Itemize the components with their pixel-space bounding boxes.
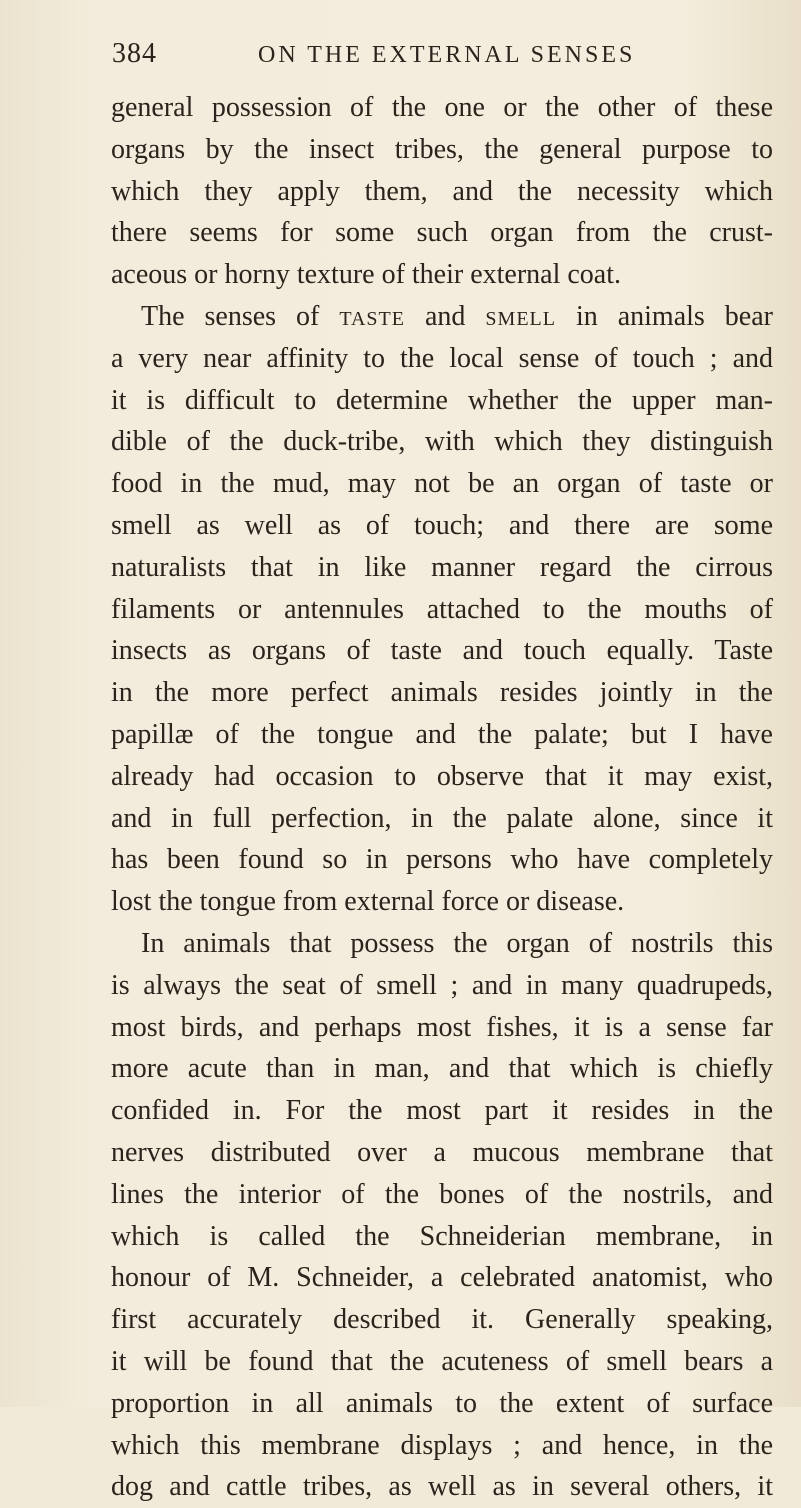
small-caps-term: smell [485,300,556,332]
text-line: proportion in all animals to the extent of surface [111,1387,773,1419]
text-line: most birds, and perhaps most fishes, it is a sense far [111,1011,773,1043]
text-line: aceous or horny texture of their external coat. [111,259,622,291]
text-line: more acute than in man, and that which is chiefly [111,1053,773,1085]
text-line: dible of the duck-tribe, with which they distinguish [111,426,773,458]
text-line: naturalists that in like manner regard the cirrous [111,551,773,583]
text-line: confided in. For the most part it resides in the [111,1095,773,1127]
text-line: insects as organs of taste and touch equally. Taste [111,635,773,667]
text-line: there seems for some such organ from the crust- [111,217,773,249]
text-line: In animals that possess the organ of nostrils this [141,927,773,959]
running-head [112,34,712,74]
running-title: ON THE EXTERNAL SENSES [258,42,636,68]
text-line: honour of M. Schneider, a celebrated anatomist, who [111,1262,773,1294]
text-line: smell as well as of touch; and there are some [111,509,773,541]
text-line: filaments or antennules attached to the mouths of [111,593,773,625]
text-run: and [405,300,486,332]
text-line: first accurately described it. Generally speaking, [111,1304,773,1336]
text-line: it is difficult to determine whether the upper man- [111,384,773,416]
small-caps-term: taste [339,300,405,332]
text-line: which they apply them, and the necessity which [111,175,773,207]
text-line [111,296,773,338]
page-number: 384 [112,38,157,69]
text-line: nerves distributed over a mucous membrane that [111,1136,773,1168]
text-line: dog and cattle tribes, as well as in several others, it [111,1471,773,1503]
text-line: organs by the insect tribes, the general purpose to [111,133,773,165]
text-run: in animals bear [555,300,773,332]
text-line: in the more perfect animals resides jointly in the [111,677,773,709]
text-line: it will be found that the acuteness of smell bears a [111,1345,773,1377]
text-line: papillæ of the tongue and the palate; but I have [111,718,773,750]
text-line: already had occasion to observe that it may exist, [111,760,773,792]
text-run: The senses of [141,300,340,332]
body-text [111,87,773,1508]
text-line: which is called the Schneiderian membrane, in [111,1220,773,1252]
text-line: is always the seat of smell ; and in many quadrupeds, [111,969,773,1001]
text-line: lines the interior of the bones of the nostrils, and [111,1178,773,1210]
text-line: general possession of the one or the other of these [111,92,773,123]
text-line: lost the tongue from external force or disease. [111,886,625,918]
text-line: a very near affinity to the local sense of touch ; and [111,342,773,374]
text-line: food in the mud, may not be an organ of taste or [111,468,773,500]
text-line: and in full perfection, in the palate alone, since it [111,802,773,834]
text-line: which this membrane displays ; and hence, in the [111,1429,773,1461]
text-line: has been found so in persons who have completely [111,844,773,876]
